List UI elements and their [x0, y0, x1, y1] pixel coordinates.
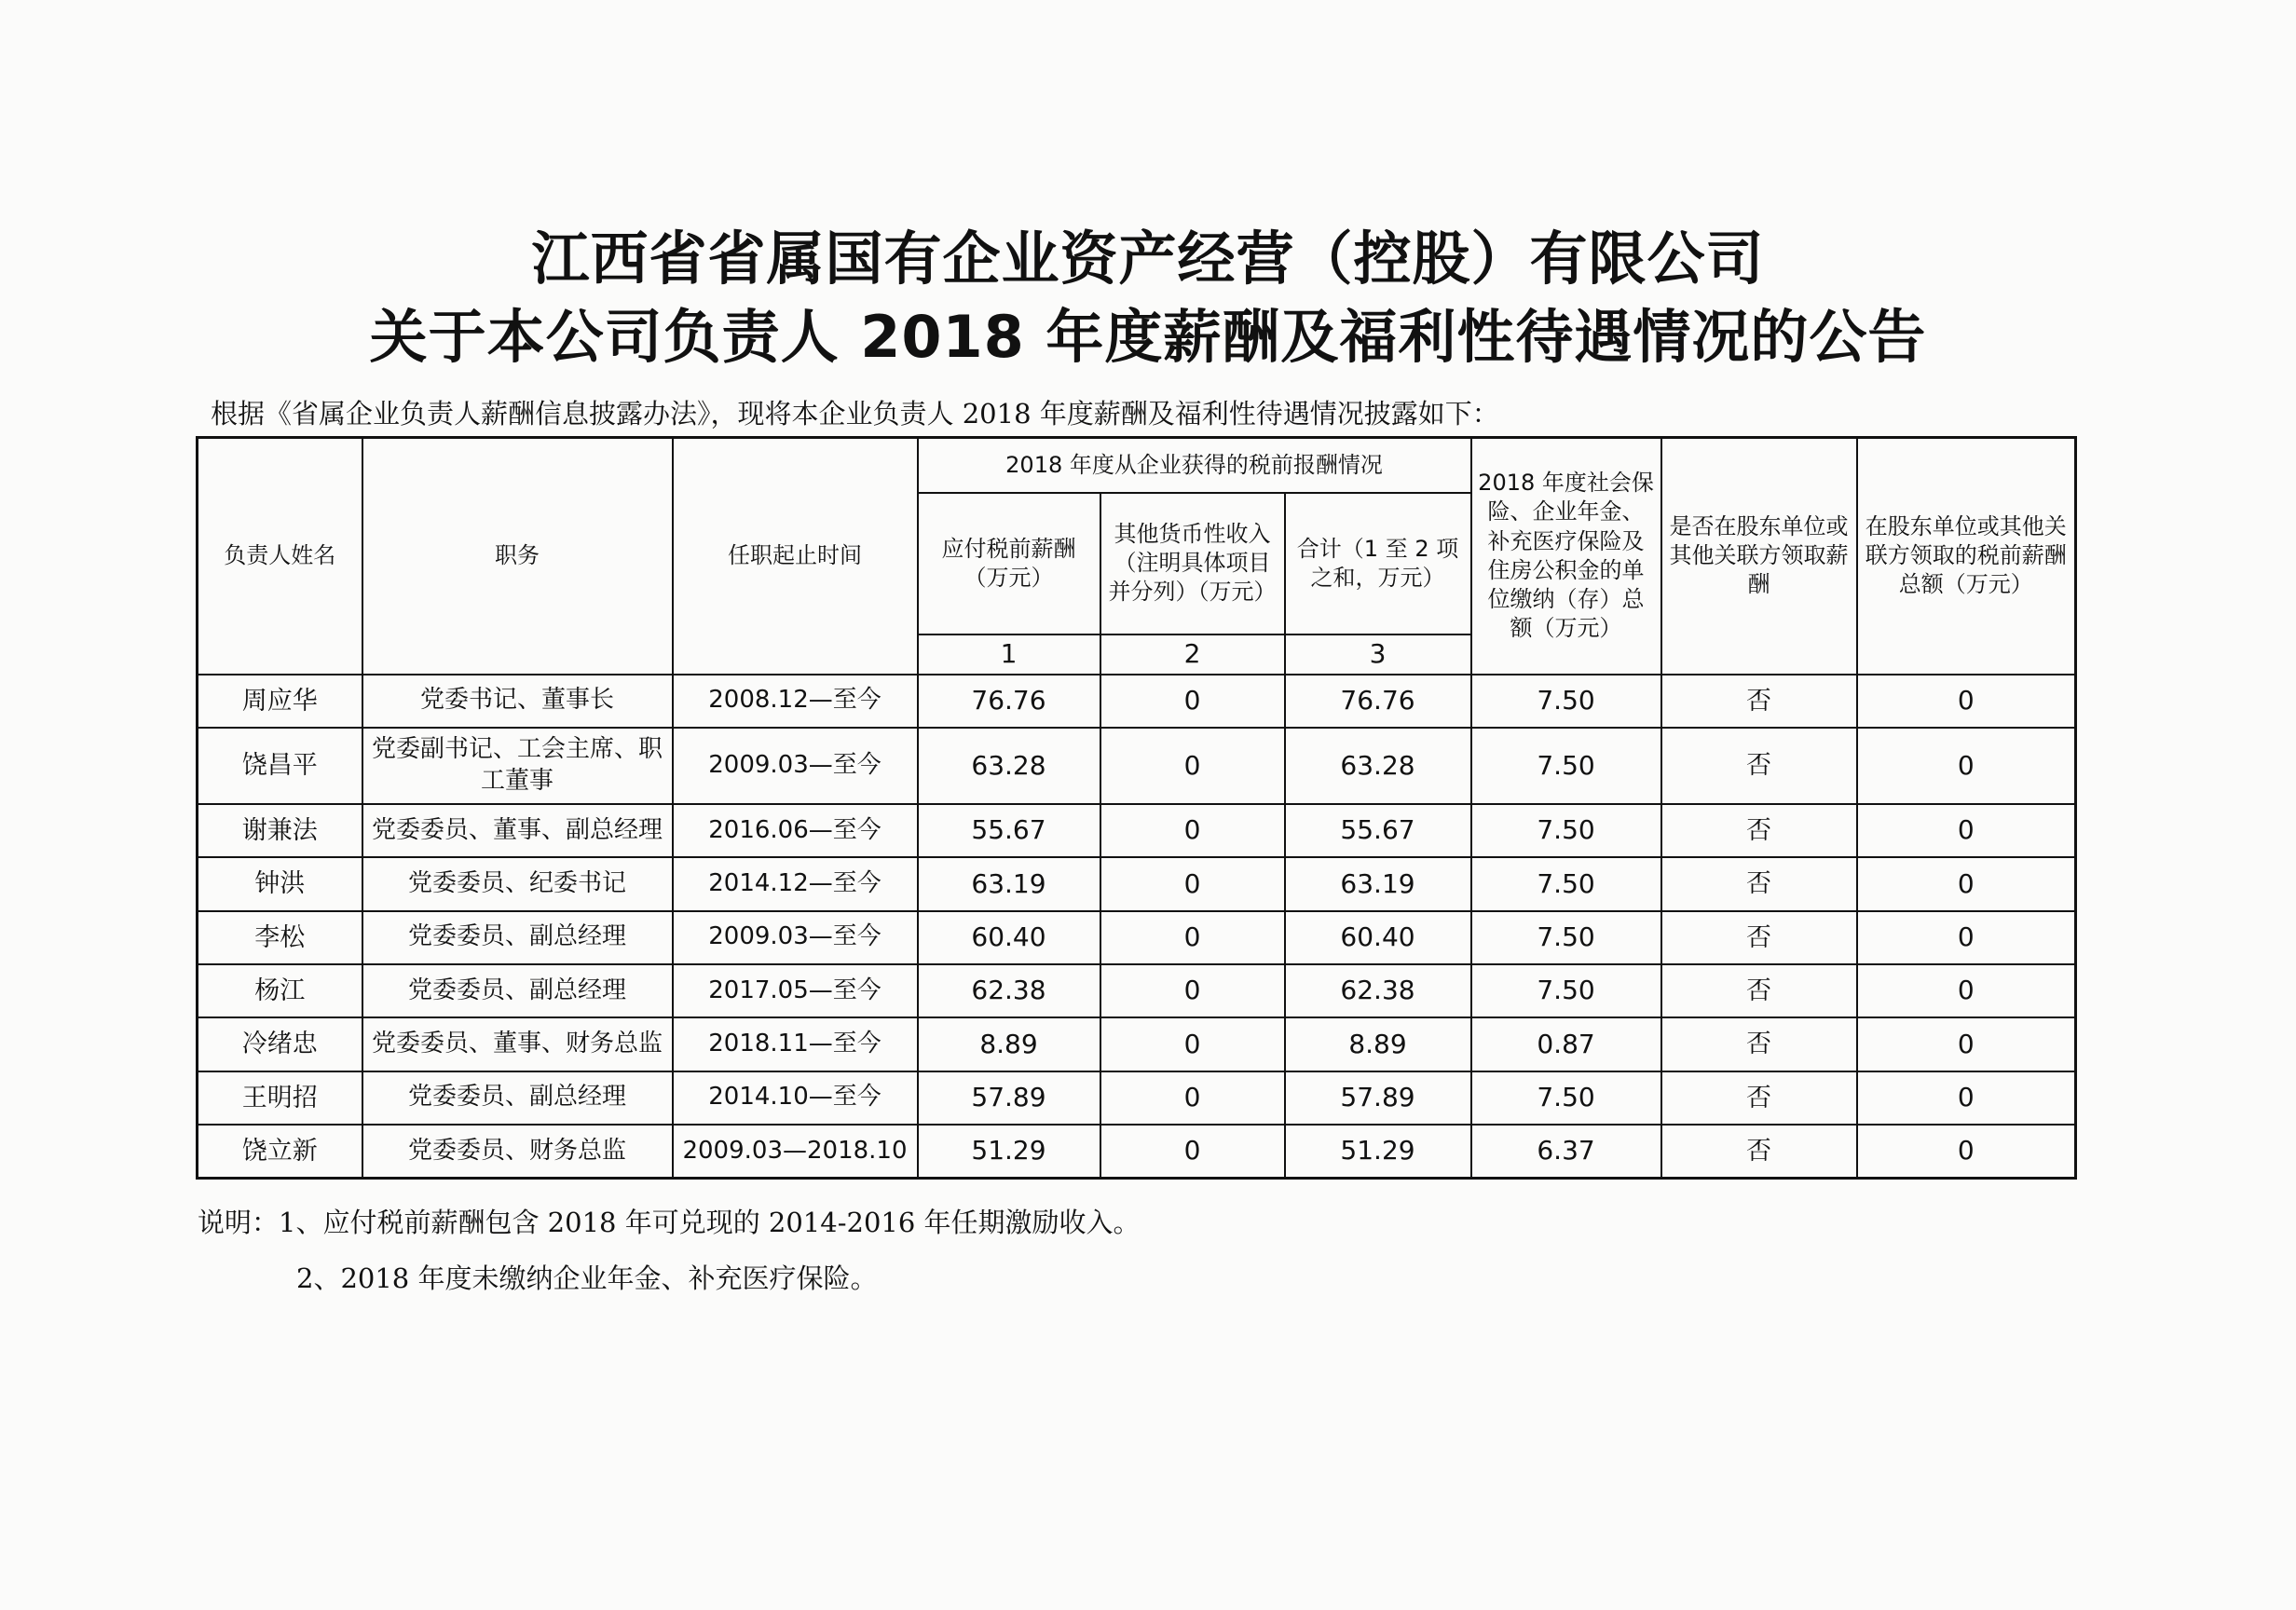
- note-2: 2、2018 年度未缴纳企业年金、补充医疗保险。: [296, 1262, 878, 1294]
- cell-salary: 62.38: [918, 964, 1100, 1017]
- header-row-1: [198, 438, 2076, 493]
- cell-other-income: 0: [1100, 1071, 1285, 1125]
- cell-other-income: 0: [1100, 675, 1285, 728]
- cell-shareholder-amount: 0: [1857, 728, 2076, 804]
- cell-insurance: 7.50: [1471, 804, 1661, 857]
- document-title-line2: 关于本公司负责人 2018 年度薪酬及福利性待遇情况的公告: [369, 303, 1927, 371]
- cell-other-income: 0: [1100, 857, 1285, 910]
- cell-term: 2014.10—至今: [673, 1071, 918, 1125]
- cell-shareholder-paid: 否: [1661, 911, 1857, 964]
- compensation-table: [196, 436, 2077, 1180]
- cell-total: 51.29: [1285, 1125, 1471, 1179]
- cell-shareholder-amount: 0: [1857, 1071, 2076, 1125]
- cell-name: 饶立新: [198, 1125, 362, 1179]
- cell-salary: 55.67: [918, 804, 1100, 857]
- cell-shareholder-amount: 0: [1857, 1125, 2076, 1179]
- cell-other-income: 0: [1100, 1125, 1285, 1179]
- cell-total: 76.76: [1285, 675, 1471, 728]
- cell-shareholder-amount: 0: [1857, 911, 2076, 964]
- cell-position: 党委委员、副总经理: [362, 964, 673, 1017]
- cell-name: 王明招: [198, 1071, 362, 1125]
- cell-name: 杨江: [198, 964, 362, 1017]
- cell-name: 钟洪: [198, 857, 362, 910]
- intro-paragraph: 根据《省属企业负责人薪酬信息披露办法》，现将本企业负责人 2018 年度薪酬及福利性待遇情况披露如下：: [211, 398, 1499, 430]
- cell-shareholder-amount: 0: [1857, 857, 2076, 910]
- header-other-income: 其他货币性收入（注明具体项目并分列）（万元）: [1100, 493, 1285, 634]
- cell-position: 党委副书记、工会主席、职工董事: [362, 728, 673, 804]
- cell-insurance: 7.50: [1471, 1071, 1661, 1125]
- header-index-1: 1: [918, 634, 1100, 675]
- cell-total: 57.89: [1285, 1071, 1471, 1125]
- cell-salary: 8.89: [918, 1017, 1100, 1071]
- table-body: [198, 438, 2076, 1179]
- cell-salary: 60.40: [918, 911, 1100, 964]
- table-row: [198, 964, 2076, 1017]
- cell-name: 谢兼法: [198, 804, 362, 857]
- cell-total: 63.28: [1285, 728, 1471, 804]
- cell-salary: 63.19: [918, 857, 1100, 910]
- cell-insurance: 7.50: [1471, 857, 1661, 910]
- cell-other-income: 0: [1100, 804, 1285, 857]
- cell-insurance: 7.50: [1471, 911, 1661, 964]
- cell-position: 党委委员、副总经理: [362, 911, 673, 964]
- cell-total: 60.40: [1285, 911, 1471, 964]
- cell-salary: 51.29: [918, 1125, 1100, 1179]
- cell-insurance: 7.50: [1471, 964, 1661, 1017]
- cell-shareholder-paid: 否: [1661, 675, 1857, 728]
- header-shareholder-paid: 是否在股东单位或其他关联方领取薪酬: [1661, 438, 1857, 675]
- header-index-3: 3: [1285, 634, 1471, 675]
- cell-shareholder-paid: 否: [1661, 1017, 1857, 1071]
- cell-insurance: 6.37: [1471, 1125, 1661, 1179]
- table-row: [198, 857, 2076, 910]
- cell-shareholder-paid: 否: [1661, 1071, 1857, 1125]
- cell-term: 2014.12—至今: [673, 857, 918, 910]
- cell-total: 62.38: [1285, 964, 1471, 1017]
- header-group-pretax: 2018 年度从企业获得的税前报酬情况: [918, 438, 1471, 493]
- cell-total: 63.19: [1285, 857, 1471, 910]
- cell-term: 2009.03—至今: [673, 728, 918, 804]
- cell-term: 2009.03—至今: [673, 911, 918, 964]
- header-term: 任职起止时间: [673, 438, 918, 675]
- cell-position: 党委委员、董事、副总经理: [362, 804, 673, 857]
- cell-shareholder-paid: 否: [1661, 804, 1857, 857]
- table-row: [198, 675, 2076, 728]
- cell-term: 2016.06—至今: [673, 804, 918, 857]
- cell-position: 党委委员、董事、财务总监: [362, 1017, 673, 1071]
- cell-other-income: 0: [1100, 911, 1285, 964]
- cell-position: 党委书记、董事长: [362, 675, 673, 728]
- cell-salary: 76.76: [918, 675, 1100, 728]
- cell-salary: 57.89: [918, 1071, 1100, 1125]
- cell-shareholder-paid: 否: [1661, 728, 1857, 804]
- header-position: 职务: [362, 438, 673, 675]
- cell-insurance: 0.87: [1471, 1017, 1661, 1071]
- cell-shareholder-paid: 否: [1661, 964, 1857, 1017]
- cell-position: 党委委员、财务总监: [362, 1125, 673, 1179]
- cell-shareholder-amount: 0: [1857, 964, 2076, 1017]
- cell-shareholder-amount: 0: [1857, 804, 2076, 857]
- cell-shareholder-amount: 0: [1857, 675, 2076, 728]
- note-1: 说明：1、应付税前薪酬包含 2018 年可兑现的 2014-2016 年任期激励收入。: [198, 1207, 1141, 1238]
- cell-term: 2018.11—至今: [673, 1017, 918, 1071]
- cell-position: 党委委员、纪委书记: [362, 857, 673, 910]
- header-shareholder-amount: 在股东单位或其他关联方领取的税前薪酬总额（万元）: [1857, 438, 2076, 675]
- table-row: [198, 1071, 2076, 1125]
- cell-shareholder-amount: 0: [1857, 1017, 2076, 1071]
- cell-other-income: 0: [1100, 728, 1285, 804]
- cell-insurance: 7.50: [1471, 728, 1661, 804]
- table-row: [198, 1125, 2076, 1179]
- cell-total: 8.89: [1285, 1017, 1471, 1071]
- cell-total: 55.67: [1285, 804, 1471, 857]
- table-row: [198, 728, 2076, 804]
- header-insurance: 2018 年度社会保险、企业年金、补充医疗保险及住房公积金的单位缴纳（存）总额（万元）: [1471, 438, 1661, 675]
- table-row: [198, 1017, 2076, 1071]
- cell-other-income: 0: [1100, 964, 1285, 1017]
- cell-term: 2008.12—至今: [673, 675, 918, 728]
- cell-shareholder-paid: 否: [1661, 1125, 1857, 1179]
- cell-other-income: 0: [1100, 1017, 1285, 1071]
- header-name: 负责人姓名: [198, 438, 362, 675]
- cell-insurance: 7.50: [1471, 675, 1661, 728]
- document-title-line1: 江西省省属国有企业资产经营（控股）有限公司: [531, 225, 1765, 293]
- table-row: [198, 911, 2076, 964]
- header-salary: 应付税前薪酬（万元）: [918, 493, 1100, 634]
- cell-name: 周应华: [198, 675, 362, 728]
- cell-name: 李松: [198, 911, 362, 964]
- header-index-2: 2: [1100, 634, 1285, 675]
- cell-term: 2009.03—2018.10: [673, 1125, 918, 1179]
- header-total: 合计（1 至 2 项之和，万元）: [1285, 493, 1471, 634]
- table-row: [198, 804, 2076, 857]
- cell-shareholder-paid: 否: [1661, 857, 1857, 910]
- cell-position: 党委委员、副总经理: [362, 1071, 673, 1125]
- cell-term: 2017.05—至今: [673, 964, 918, 1017]
- cell-salary: 63.28: [918, 728, 1100, 804]
- cell-name: 冷绪忠: [198, 1017, 362, 1071]
- cell-name: 饶昌平: [198, 728, 362, 804]
